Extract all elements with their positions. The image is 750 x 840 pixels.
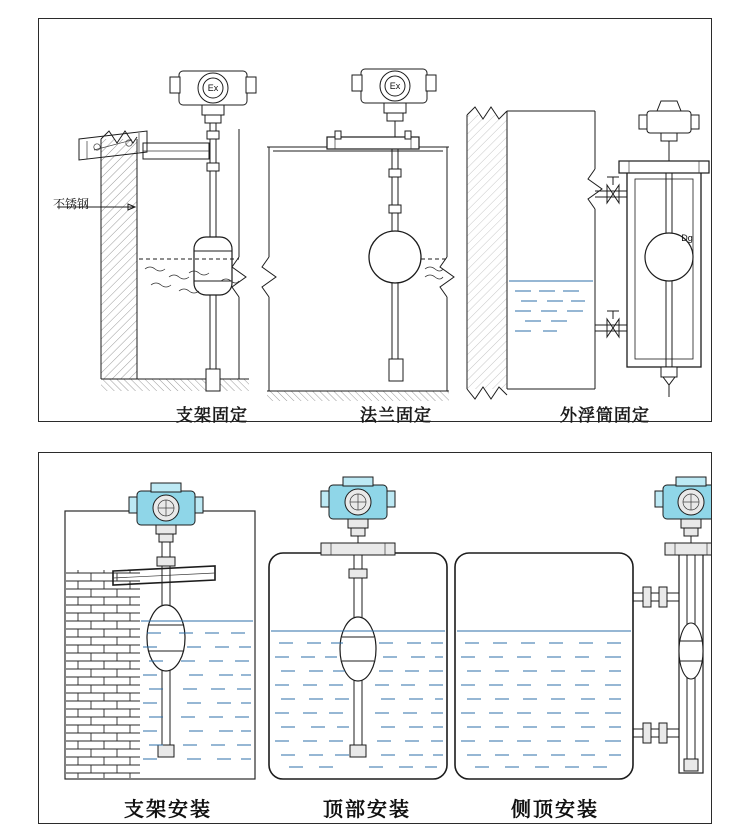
- caption-bracket-fixing: 支架固定: [176, 406, 248, 425]
- installation-panel: [38, 452, 712, 824]
- top-panel-artwork: [39, 19, 711, 421]
- caption-bracket-installation: 支架安装: [124, 799, 212, 821]
- transmitter-head-1: [170, 71, 256, 123]
- device-tag-ex-1: Ex: [207, 83, 219, 93]
- bottom-panel-artwork: [39, 453, 711, 793]
- caption-side-top-installation: 侧顶安装: [511, 799, 599, 821]
- transmitter-head-b2: [321, 477, 395, 543]
- flange-2: [327, 131, 419, 149]
- float-ball-2: [369, 231, 421, 283]
- caption-top-installation: 顶部安装: [323, 799, 411, 821]
- stainless-steel-label: 不锈钢: [53, 197, 90, 211]
- float-b2: [340, 617, 376, 681]
- valve-upper: [607, 177, 619, 203]
- valve-lower: [607, 311, 619, 337]
- fig-bracket-fixing: [57, 71, 256, 391]
- fig-bracket-installation: [65, 483, 255, 779]
- transmitter-head-2: [352, 69, 436, 137]
- fig-external-chamber: [467, 101, 709, 399]
- external-chamber: [619, 101, 709, 397]
- caption-flange-fixing: 法兰固定: [360, 406, 432, 425]
- device-tag-ex-2: Ex: [389, 81, 401, 91]
- side-chamber: [633, 477, 711, 773]
- fig-flange-fixing: [262, 69, 454, 401]
- caption-external-chamber-fixing: 外浮筒固定: [560, 406, 650, 425]
- float-1: [194, 237, 232, 295]
- fig-top-installation: [269, 477, 447, 779]
- line-drawing-panel: [38, 18, 712, 425]
- fig-side-top-installation: [455, 477, 711, 779]
- chamber-label-dg: Dg: [681, 233, 693, 243]
